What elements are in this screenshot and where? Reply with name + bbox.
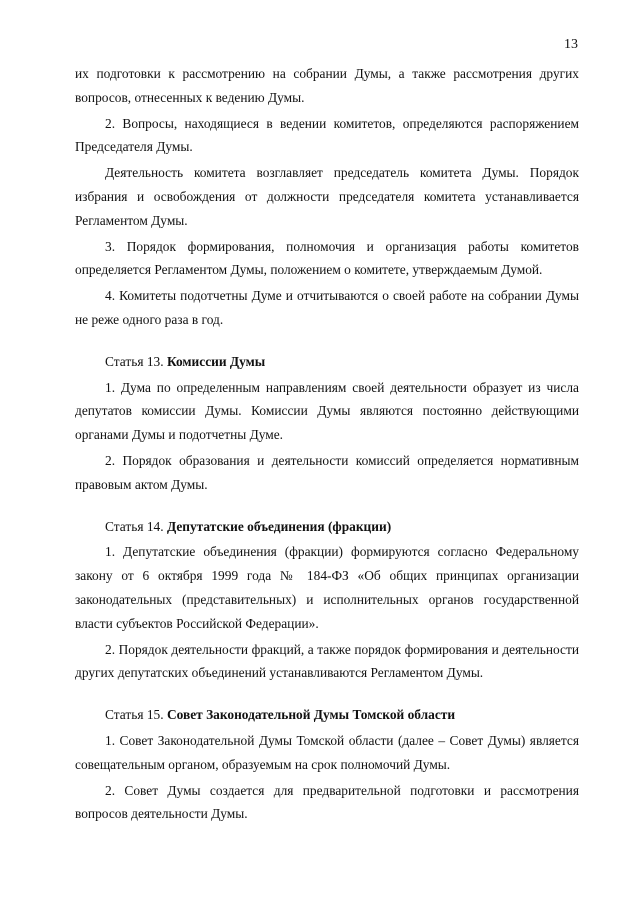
paragraph: 4. Комитеты подотчетны Думе и отчитываются о своей работе на собрании Думы не реже одного раза в год. — [75, 288, 579, 327]
paragraph: 1. Совет Законодательной Думы Томской области (далее – Совет Думы) является совещательным органом, образуемым на срок полномочий Думы. — [75, 732, 579, 772]
paragraph: 2. Порядок образования и деятельности комиссий определяется нормативным правовым актом Думы. — [75, 452, 579, 492]
paragraph: 3. Порядок формирования, полномочия и организация работы комитетов определяется Регламентом Думы, положением о комитете, утверждаемым Думой. — [75, 238, 579, 278]
article-number: Статья 14. — [105, 518, 164, 534]
article-title: Комиссии Думы — [166, 353, 266, 369]
paragraph: Деятельность комитета возглавляет председатель комитета Думы. Порядок избрания и освобождения от должности председателя комитета устанавливается Регламентом Думы. — [75, 165, 579, 228]
article-number: Статья 13. — [105, 353, 164, 369]
paragraph: 2. Порядок деятельности фракций, а также порядок формирования и деятельности других депутатских объединений устанавливаются Регламентом Думы. — [75, 641, 579, 681]
article-title: Совет Законодательной Думы Томской области — [166, 707, 456, 723]
paragraph: 2. Вопросы, находящиеся в ведении комитетов, определяются распоряжением Председателя Думы. — [75, 115, 579, 155]
paragraph-continuation: их подготовки к рассмотрению на собрании Думы, а также рассмотрения других вопросов, отнесенных к ведению Думы. — [75, 66, 579, 105]
article-title: Депутатские объединения (фракции) — [166, 518, 392, 534]
article-15-heading — [75, 703, 579, 727]
document-body — [75, 62, 579, 828]
paragraph: 1. Депутатские объединения (фракции) формируются согласно Федеральному закону от 6 октября 1999 года № 184-ФЗ «Об общих принципах организации законодательных (представительных) и исполнительных органов государственной власти субъектов Российской Федерации». — [75, 544, 579, 631]
article-13-heading — [75, 350, 579, 374]
paragraph: 2. Совет Думы создается для предварительной подготовки и рассмотрения вопросов деятельности Думы. — [75, 782, 579, 822]
article-14-heading — [75, 515, 579, 539]
paragraph: 1. Дума по определенным направлениям своей деятельности образует из числа депутатов комиссии Думы. Комиссии Думы являются постоянно действующими органами Думы и подотчетны Думе. — [75, 379, 579, 443]
article-number: Статья 15. — [105, 707, 164, 723]
page-number: 13 — [564, 37, 578, 52]
